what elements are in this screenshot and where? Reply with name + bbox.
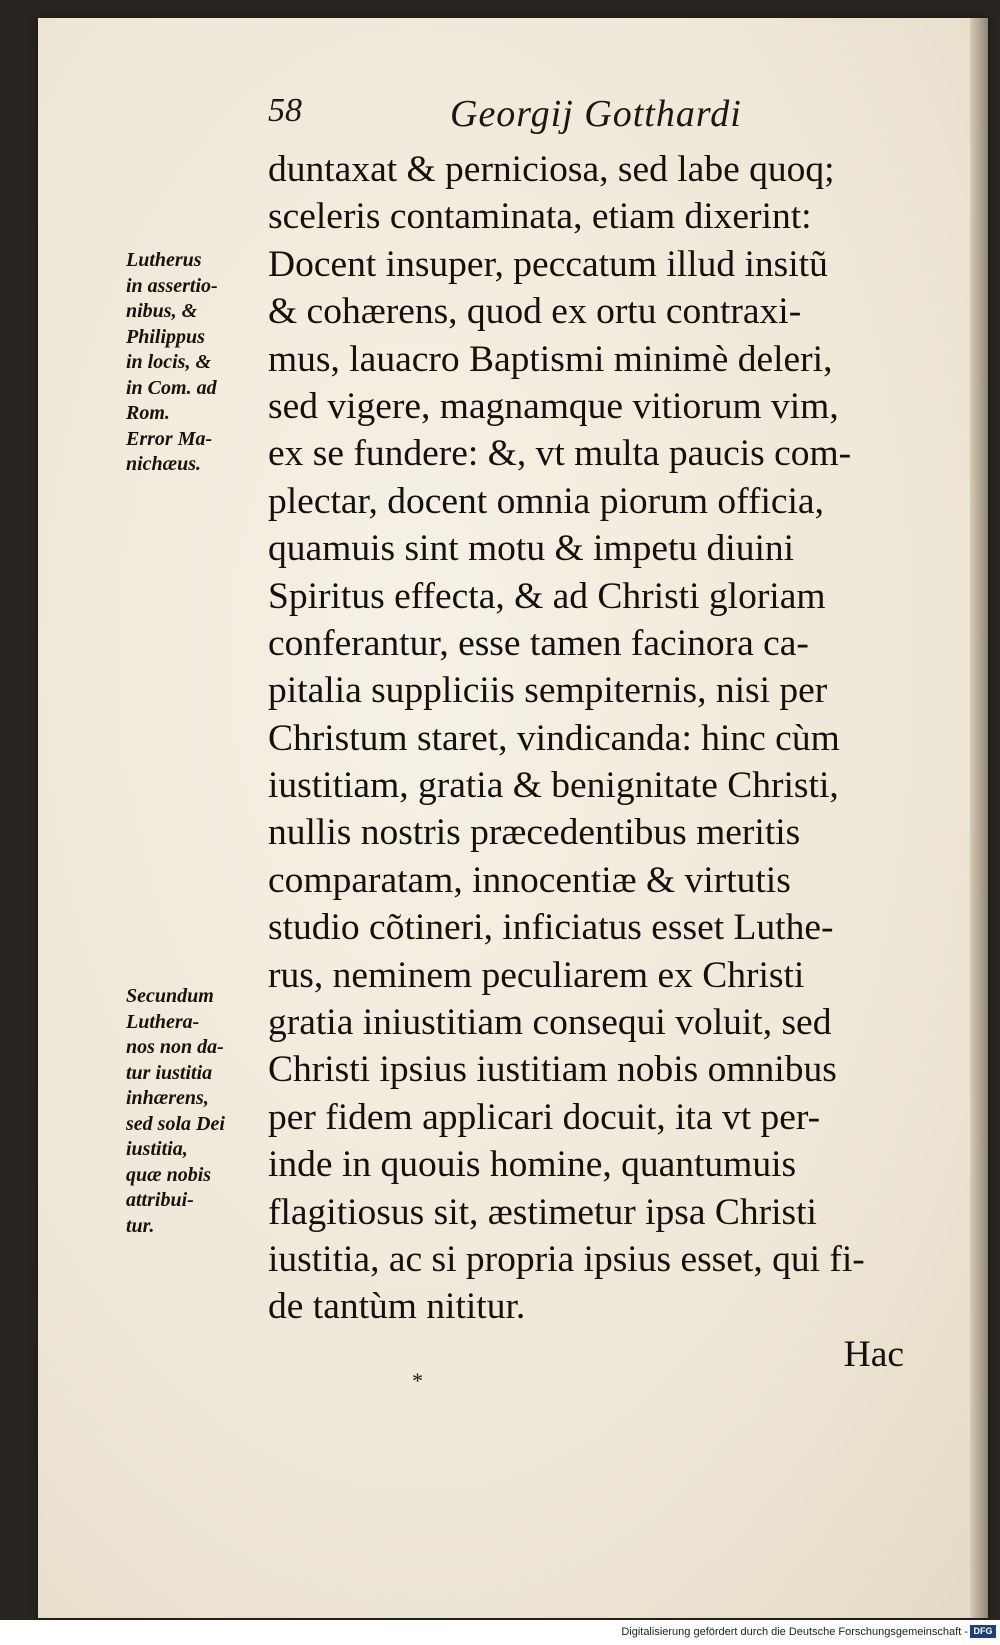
text-line: duntaxat & perniciosa, sed labe quoq; [268,149,835,190]
running-head: Georgij Gotthardi [450,93,742,135]
footer-bar [0,1620,1000,1645]
margin-note-line: Luthera- [126,1010,200,1033]
text-line: sed vigere, magnamque vitiorum vim, [268,385,839,427]
text-line: nullis nostris præcedentibus meritis [268,812,801,854]
margin-note-line: inhærens, [126,1087,209,1109]
text-line: iustitia, ac si propria ipsius esset, qui fi- [268,1238,865,1280]
text-line: mus, lauacro Baptismi minimè deleri, [268,338,833,380]
margin-note-line: nos non da- [126,1036,224,1058]
text-line: per fidem applicari docuit, ita vt per- [268,1096,821,1138]
margin-note-line: Error Ma- [126,427,213,450]
margin-note-line: Lutherus [126,249,202,271]
margin-note-line: quæ nobis [126,1163,212,1186]
text-line: comparatam, innocentiæ & virtutis [268,859,791,901]
text-line: conferantur, esse tamen facinora ca- [268,622,809,664]
margin-note-line: iustitia, [126,1138,188,1160]
margin-note [126,984,264,1239]
page-header [268,84,788,144]
text-line: iustitiam, gratia & benignitate Christi, [268,765,839,807]
margin-note-line: Secundum [126,985,214,1007]
margin-note-line: in locis, & [126,351,212,373]
text-line: Docent insuper, peccatum illud insitũ [268,243,828,285]
margin-note-line: Rom. [126,402,170,424]
text-line: plectar, docent omnia piorum officia, [268,480,824,522]
page-number: 58 [268,92,302,129]
text-line: pitalia suppliciis sempiternis, nisi per [268,670,828,712]
margin-note-line: attribui- [126,1189,194,1211]
margin-note-line: tur iustitia [126,1061,213,1084]
margin-note-line: tur. [126,1214,155,1237]
text-line: flagitiosus sit, æstimetur ipsa Christi [268,1191,817,1233]
margin-note-line: nichæus. [126,453,202,475]
text-line: inde in quouis homine, quantumuis [268,1144,797,1186]
text-line: studio cõtineri, inficiatus esset Luthe- [268,907,834,949]
margin-note-line: Philippus [126,325,205,348]
body-text [268,146,908,1378]
signature-mark: * [412,1368,423,1393]
text-line: gratia iniustitiam consequi voluit, sed [268,1002,832,1044]
margin-note-line: in assertio- [126,274,218,297]
text-line: de tantùm nititur. [268,1286,526,1328]
text-line: Spiritus effecta, & ad Christi gloriam [268,575,826,617]
margin-note-line: in Com. ad [126,376,217,399]
page-edge [970,18,988,1618]
catchword: Hac [843,1333,904,1375]
margin-note-line: nibus, & [126,300,198,322]
text-line: ex se fundere: &, vt multa paucis com- [268,433,852,475]
text-line: rus, neminem peculiarem ex Christi [268,954,805,996]
text-line: & cohærens, quod ex ortu contraxi- [268,291,802,333]
dfg-credit-text: Digitalisierung gefördert durch die Deutsche Forschungsgemeinschaft - [621,1626,968,1638]
margin-note [126,248,264,478]
text-line: quamuis sint motu & impetu diuini [268,528,795,570]
text-line: Christi ipsius iustitiam nobis omnibus [268,1049,837,1091]
text-line: Christum staret, vindicanda: hinc cùm [268,717,840,759]
margin-note-line: sed sola Dei [126,1112,225,1135]
text-line: sceleris contaminata, etiam dixerint: [268,196,812,238]
dfg-logo-icon: DFG [970,1625,996,1638]
